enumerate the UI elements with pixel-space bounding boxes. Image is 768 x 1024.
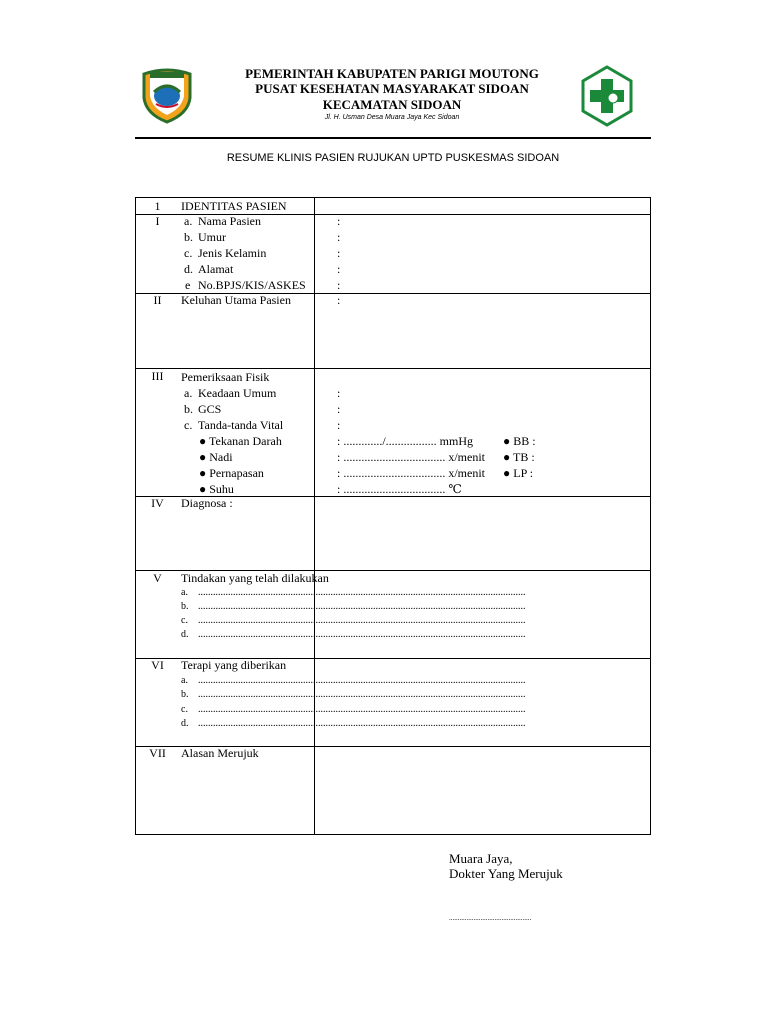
dotted-line: ................................................................................................................................... — [198, 689, 526, 700]
section-label: IDENTITAS PASIEN — [181, 199, 287, 213]
field-colon: : — [337, 418, 341, 432]
dotted-line: ................................................................................................................................... — [198, 601, 526, 612]
signature-place: Muara Jaya, — [449, 851, 513, 866]
dotted-line: ................................................................................................................................... — [198, 615, 526, 626]
section-label: Diagnosa : — [181, 496, 233, 510]
field-letter: c. — [184, 418, 193, 432]
field-letter: c. — [184, 246, 193, 260]
header-divider — [135, 137, 651, 139]
line-letter: a. — [181, 675, 188, 686]
header-line-2: PUSAT KESEHATAN MASYARAKAT SIDOAN — [255, 81, 529, 96]
vital-label-nadi: ● Nadi — [199, 450, 233, 464]
section-tindakan — [135, 570, 651, 659]
section-pemeriksaan-fisik — [135, 368, 651, 497]
line-letter: a. — [181, 587, 188, 598]
field-letter: a. — [184, 214, 193, 228]
field-label-nama: Nama Pasien — [198, 214, 261, 228]
section-number: IV — [151, 496, 164, 510]
section-label: Pemeriksaan Fisik — [181, 370, 270, 384]
section-number: I — [155, 214, 160, 228]
vital-value-suhu: : .................................. ℃ — [337, 482, 462, 496]
line-letter: c. — [181, 615, 188, 626]
vital-value-nadi: : .................................. x/menit — [337, 450, 485, 464]
dotted-line: ................................................................................................................................... — [198, 675, 526, 686]
field-label-bpjs: No.BPJS/KIS/ASKES — [198, 278, 306, 292]
vital-extra-lp: ● LP : — [503, 466, 534, 480]
field-label-keadaan-umum: Keadaan Umum — [198, 386, 277, 400]
line-letter: d. — [181, 718, 189, 729]
line-letter: b. — [181, 689, 189, 700]
line-letter: d. — [181, 629, 189, 640]
field-letter: d. — [184, 262, 193, 276]
header-line-1: PEMERINTAH KABUPATEN PARIGI MOUTONG — [245, 66, 539, 81]
field-colon: : — [337, 214, 341, 228]
vital-value-pernapasan: : .................................. x/menit — [337, 466, 485, 480]
field-letter: b. — [184, 230, 193, 244]
field-colon: : — [337, 262, 341, 276]
vital-label-tekanan-darah: ● Tekanan Darah — [199, 434, 282, 448]
dotted-line: ................................................................................................................................... — [198, 718, 526, 729]
section-number: 1 — [154, 199, 161, 213]
field-label-gcs: GCS — [198, 402, 222, 416]
field-colon: : — [337, 402, 341, 416]
section-number: III — [151, 369, 164, 383]
field-label-tanda-vital: Tanda-tanda Vital — [198, 418, 284, 432]
section-alasan-merujuk — [135, 746, 651, 835]
document-title: RESUME KLINIS PASIEN RUJUKAN UPTD PUSKESMAS SIDOAN — [226, 152, 560, 164]
field-colon: : — [337, 293, 341, 307]
section-number: V — [153, 571, 162, 585]
signature-role: Dokter Yang Merujuk — [449, 866, 563, 881]
dotted-line: ................................................................................................................................... — [198, 629, 526, 640]
field-letter: e — [185, 278, 191, 292]
vital-extra-bb: ● BB : — [503, 434, 536, 448]
section-label: Terapi yang diberikan — [181, 658, 287, 672]
field-label-umur: Umur — [198, 230, 226, 244]
section-number: VI — [151, 658, 164, 672]
field-colon: : — [337, 246, 341, 260]
header-line-3: KECAMATAN SIDOAN — [322, 97, 462, 112]
field-letter: b. — [184, 402, 193, 416]
header-address: Jl. H. Usman Desa Muara Jaya Kec Sidoan — [324, 114, 460, 121]
field-colon: : — [337, 230, 341, 244]
regency-logo — [140, 66, 194, 124]
vital-extra-tb: ● TB : — [503, 450, 535, 464]
field-colon: : — [337, 386, 341, 400]
dotted-line: ................................................................................................................................... — [198, 704, 526, 715]
section-terapi — [135, 658, 651, 747]
line-letter: c. — [181, 704, 188, 715]
section-keluhan — [135, 293, 651, 369]
section-label: Alasan Merujuk — [181, 746, 259, 760]
section-diagnosa — [135, 496, 651, 571]
section-label: Tindakan yang telah dilakukan — [181, 571, 329, 585]
line-letter: b. — [181, 601, 189, 612]
section-number: VII — [149, 746, 166, 760]
section-number: II — [153, 293, 162, 307]
field-letter: a. — [184, 386, 193, 400]
field-label-alamat: Alamat — [198, 262, 234, 276]
vital-value-tekanan-darah: : ............./................. mmHg — [337, 434, 474, 448]
field-colon: : — [337, 278, 341, 292]
vital-label-suhu: ● Suhu — [199, 482, 234, 496]
vital-label-pernapasan: ● Pernapasan — [199, 466, 264, 480]
dotted-line: ................................................................................................................................... — [198, 587, 526, 598]
section-identitas — [135, 213, 651, 294]
puskesmas-logo — [580, 65, 634, 127]
signature-line: ............................................... — [449, 914, 532, 922]
section-label: Keluhan Utama Pasien — [181, 293, 291, 307]
field-label-jenis-kelamin: Jenis Kelamin — [198, 246, 267, 260]
